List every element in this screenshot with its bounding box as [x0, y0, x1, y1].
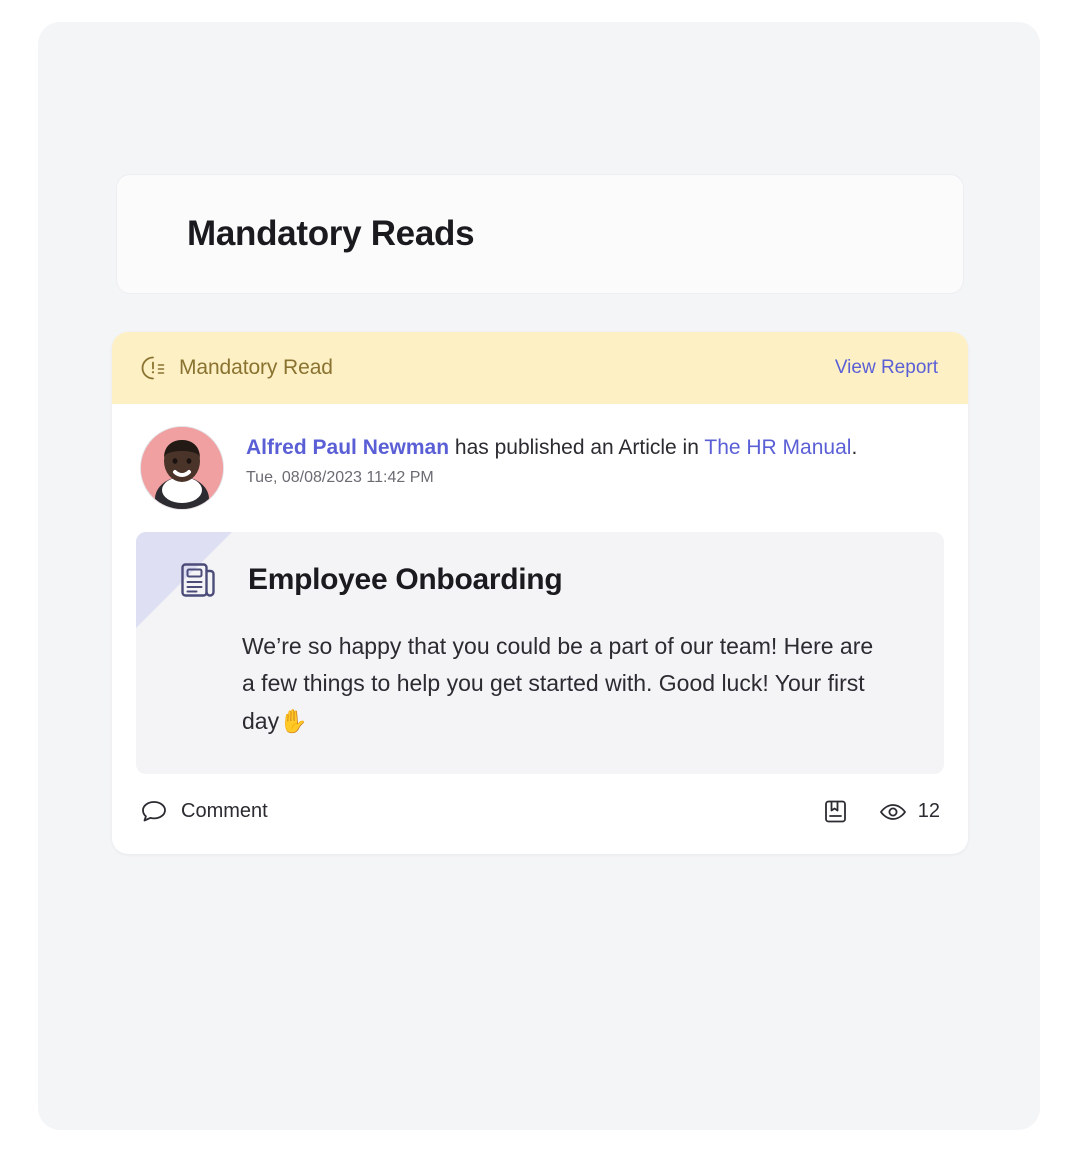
post-footer: [112, 774, 968, 854]
page-header-card: [116, 174, 964, 294]
avatar[interactable]: [140, 426, 224, 510]
article-title: Employee Onboarding: [248, 563, 563, 596]
author-name[interactable]: Alfred Paul Newman: [246, 436, 450, 459]
alert-list-icon: [140, 355, 166, 381]
post-timestamp: Tue, 08/08/2023 11:42 PM: [246, 469, 434, 487]
author-action-text: has published an Article in: [454, 436, 699, 459]
footer-actions: [822, 798, 940, 826]
article-preview[interactable]: [136, 532, 944, 774]
comment-label: Comment: [181, 800, 268, 823]
article-excerpt: [242, 628, 882, 740]
mandatory-read-label: Mandatory Read: [179, 356, 333, 379]
view-report-link[interactable]: View Report: [834, 357, 938, 378]
views-count: 12: [917, 800, 940, 823]
article-document-icon: [176, 558, 220, 602]
app-screen: [38, 22, 1040, 1130]
eye-icon: [879, 798, 907, 826]
article-destination-link[interactable]: The HR Manual: [704, 436, 852, 459]
comment-icon: [140, 798, 168, 826]
comment-button[interactable]: [140, 798, 268, 826]
author-activity-line: [246, 434, 857, 461]
mandatory-read-post-card: [112, 332, 968, 854]
author-line-punctuation: .: [851, 436, 858, 459]
save-bookmark-icon[interactable]: [822, 798, 849, 825]
article-head: [166, 558, 914, 602]
author-row: [112, 404, 968, 510]
page-title: Mandatory Reads: [187, 214, 475, 253]
mandatory-read-banner: [112, 332, 968, 404]
author-meta: [246, 426, 857, 487]
raised-hand-icon: ✋: [279, 707, 308, 734]
article-excerpt-text: We’re so happy that you could be a part of our team! Here are a few things to help you get started with. Good luck! Your first day: [242, 633, 874, 734]
views-counter: [879, 798, 940, 826]
